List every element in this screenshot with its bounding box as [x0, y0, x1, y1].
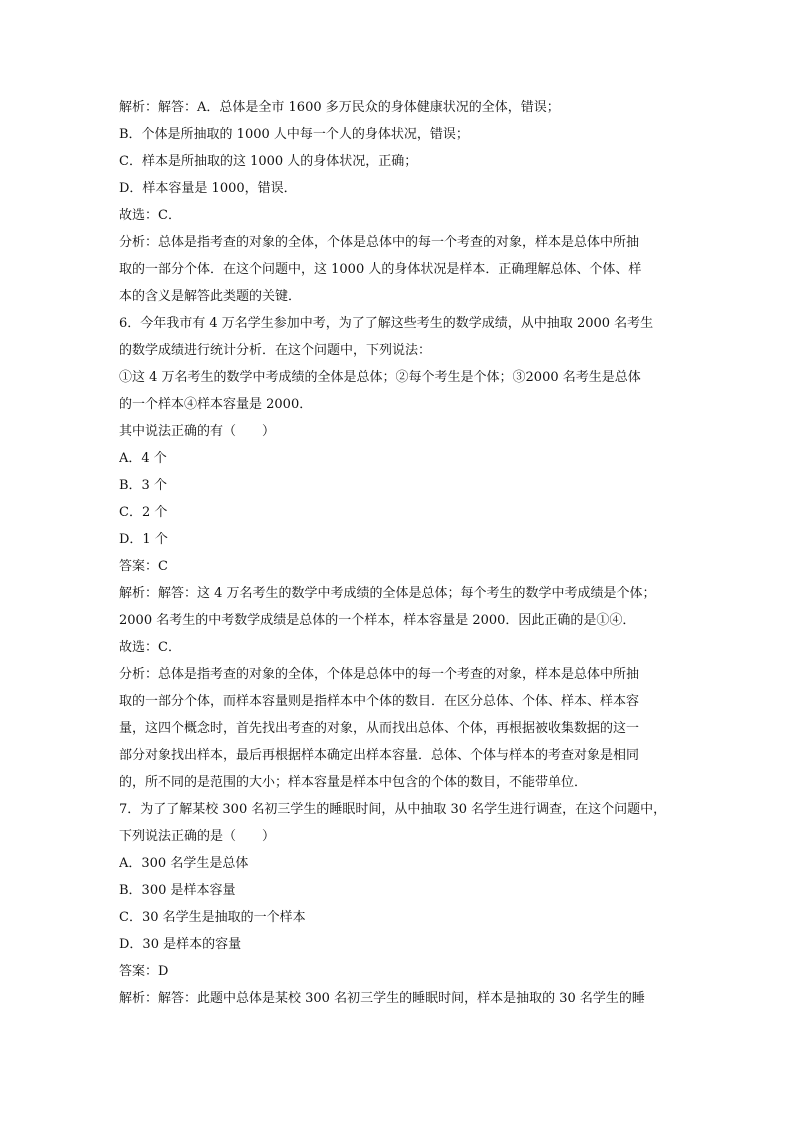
text-line: D．30 是样本的容量 — [119, 937, 242, 952]
text-line: 量，这四个概念时，首先找出考查的对象，从而找出总体、个体，再根据被收集数据的这一 — [119, 721, 640, 736]
text-line: C．2 个 — [119, 505, 168, 520]
text-line: 取的一部分个体，而样本容量则是指样本中个体的数目．在区分总体、个体、样本、样本容 — [119, 694, 640, 709]
text-line: 本的含义是解答此类题的关键． — [119, 289, 302, 304]
text-line: 部分对象找出样本，最后再根据样本确定出样本容量．总体、个体与样本的考查对象是相同 — [119, 748, 640, 763]
text-line: 2000 名考生的中考数学成绩是总体的一个样本，样本容量是 2000．因此正确的是①④． — [119, 613, 636, 628]
text-line: 6．今年我市有 4 万名学生参加中考，为了了解这些考生的数学成绩，从中抽取 2000 名考生 — [119, 316, 654, 331]
text-line: 其中说法正确的有（ ） — [119, 424, 276, 439]
text-line: 故选：C． — [119, 640, 181, 655]
text-line: A．300 名学生是总体 — [119, 856, 249, 871]
text-line: 解析：解答：此题中总体是某校 300 名初三学生的睡眠时间，样本是抽取的 30 名学生的睡 — [119, 991, 645, 1006]
text-line: B．3 个 — [119, 478, 167, 493]
text-line: C．样本是所抽取的这 1000 人的身体状况，正确； — [119, 154, 418, 169]
text-line: 故选：C． — [119, 208, 181, 223]
text-line: 答案：D — [119, 964, 169, 979]
text-line: ①这 4 万名考生的数学中考成绩的全体是总体；②每个考生是个体；③2000 名考生是总体 — [119, 370, 641, 385]
text-line: 解析：解答：这 4 万名考生的数学中考成绩的全体是总体；每个考生的数学中考成绩是个体； — [119, 586, 656, 601]
text-line: 下列说法正确的是（ ） — [119, 829, 276, 844]
text-line: 答案：C — [119, 559, 168, 574]
text-line: D．样本容量是 1000，错误． — [119, 181, 297, 196]
text-line: 的一个样本④样本容量是 2000． — [119, 397, 313, 412]
text-line: B．个体是所抽取的 1000 人中每一个人的身体状况，错误； — [119, 127, 469, 142]
text-line: 解析：解答：A．总体是全市 1600 多万民众的身体健康状况的全体，错误； — [119, 100, 560, 115]
text-line: 的，所不同的是范围的大小；样本容量是样本中包含的个体的数目，不能带单位． — [119, 775, 588, 790]
text-line: 7．为了了解某校 300 名初三学生的睡眠时间，从中抽取 30 名学生进行调查，在这个问题中， — [119, 802, 667, 817]
text-line: 取的一部分个体．在这个问题中，这 1000 人的身体状况是样本．正确理解总体、个体、样 — [119, 262, 642, 277]
text-line: A．4 个 — [119, 451, 167, 466]
text-line: C．30 名学生是抽取的一个样本 — [119, 910, 306, 925]
text-line: 分析：总体是指考查的对象的全体，个体是总体中的每一个考查的对象，样本是总体中所抽 — [119, 667, 640, 682]
document-body — [119, 94, 679, 1012]
text-line: 分析：总体是指考查的对象的全体，个体是总体中的每一个考查的对象，样本是总体中所抽 — [119, 235, 640, 250]
text-line: 的数学成绩进行统计分析．在这个问题中，下列说法： — [119, 343, 432, 358]
text-line: B．300 是样本容量 — [119, 883, 236, 898]
text-line: D．1 个 — [119, 532, 168, 547]
